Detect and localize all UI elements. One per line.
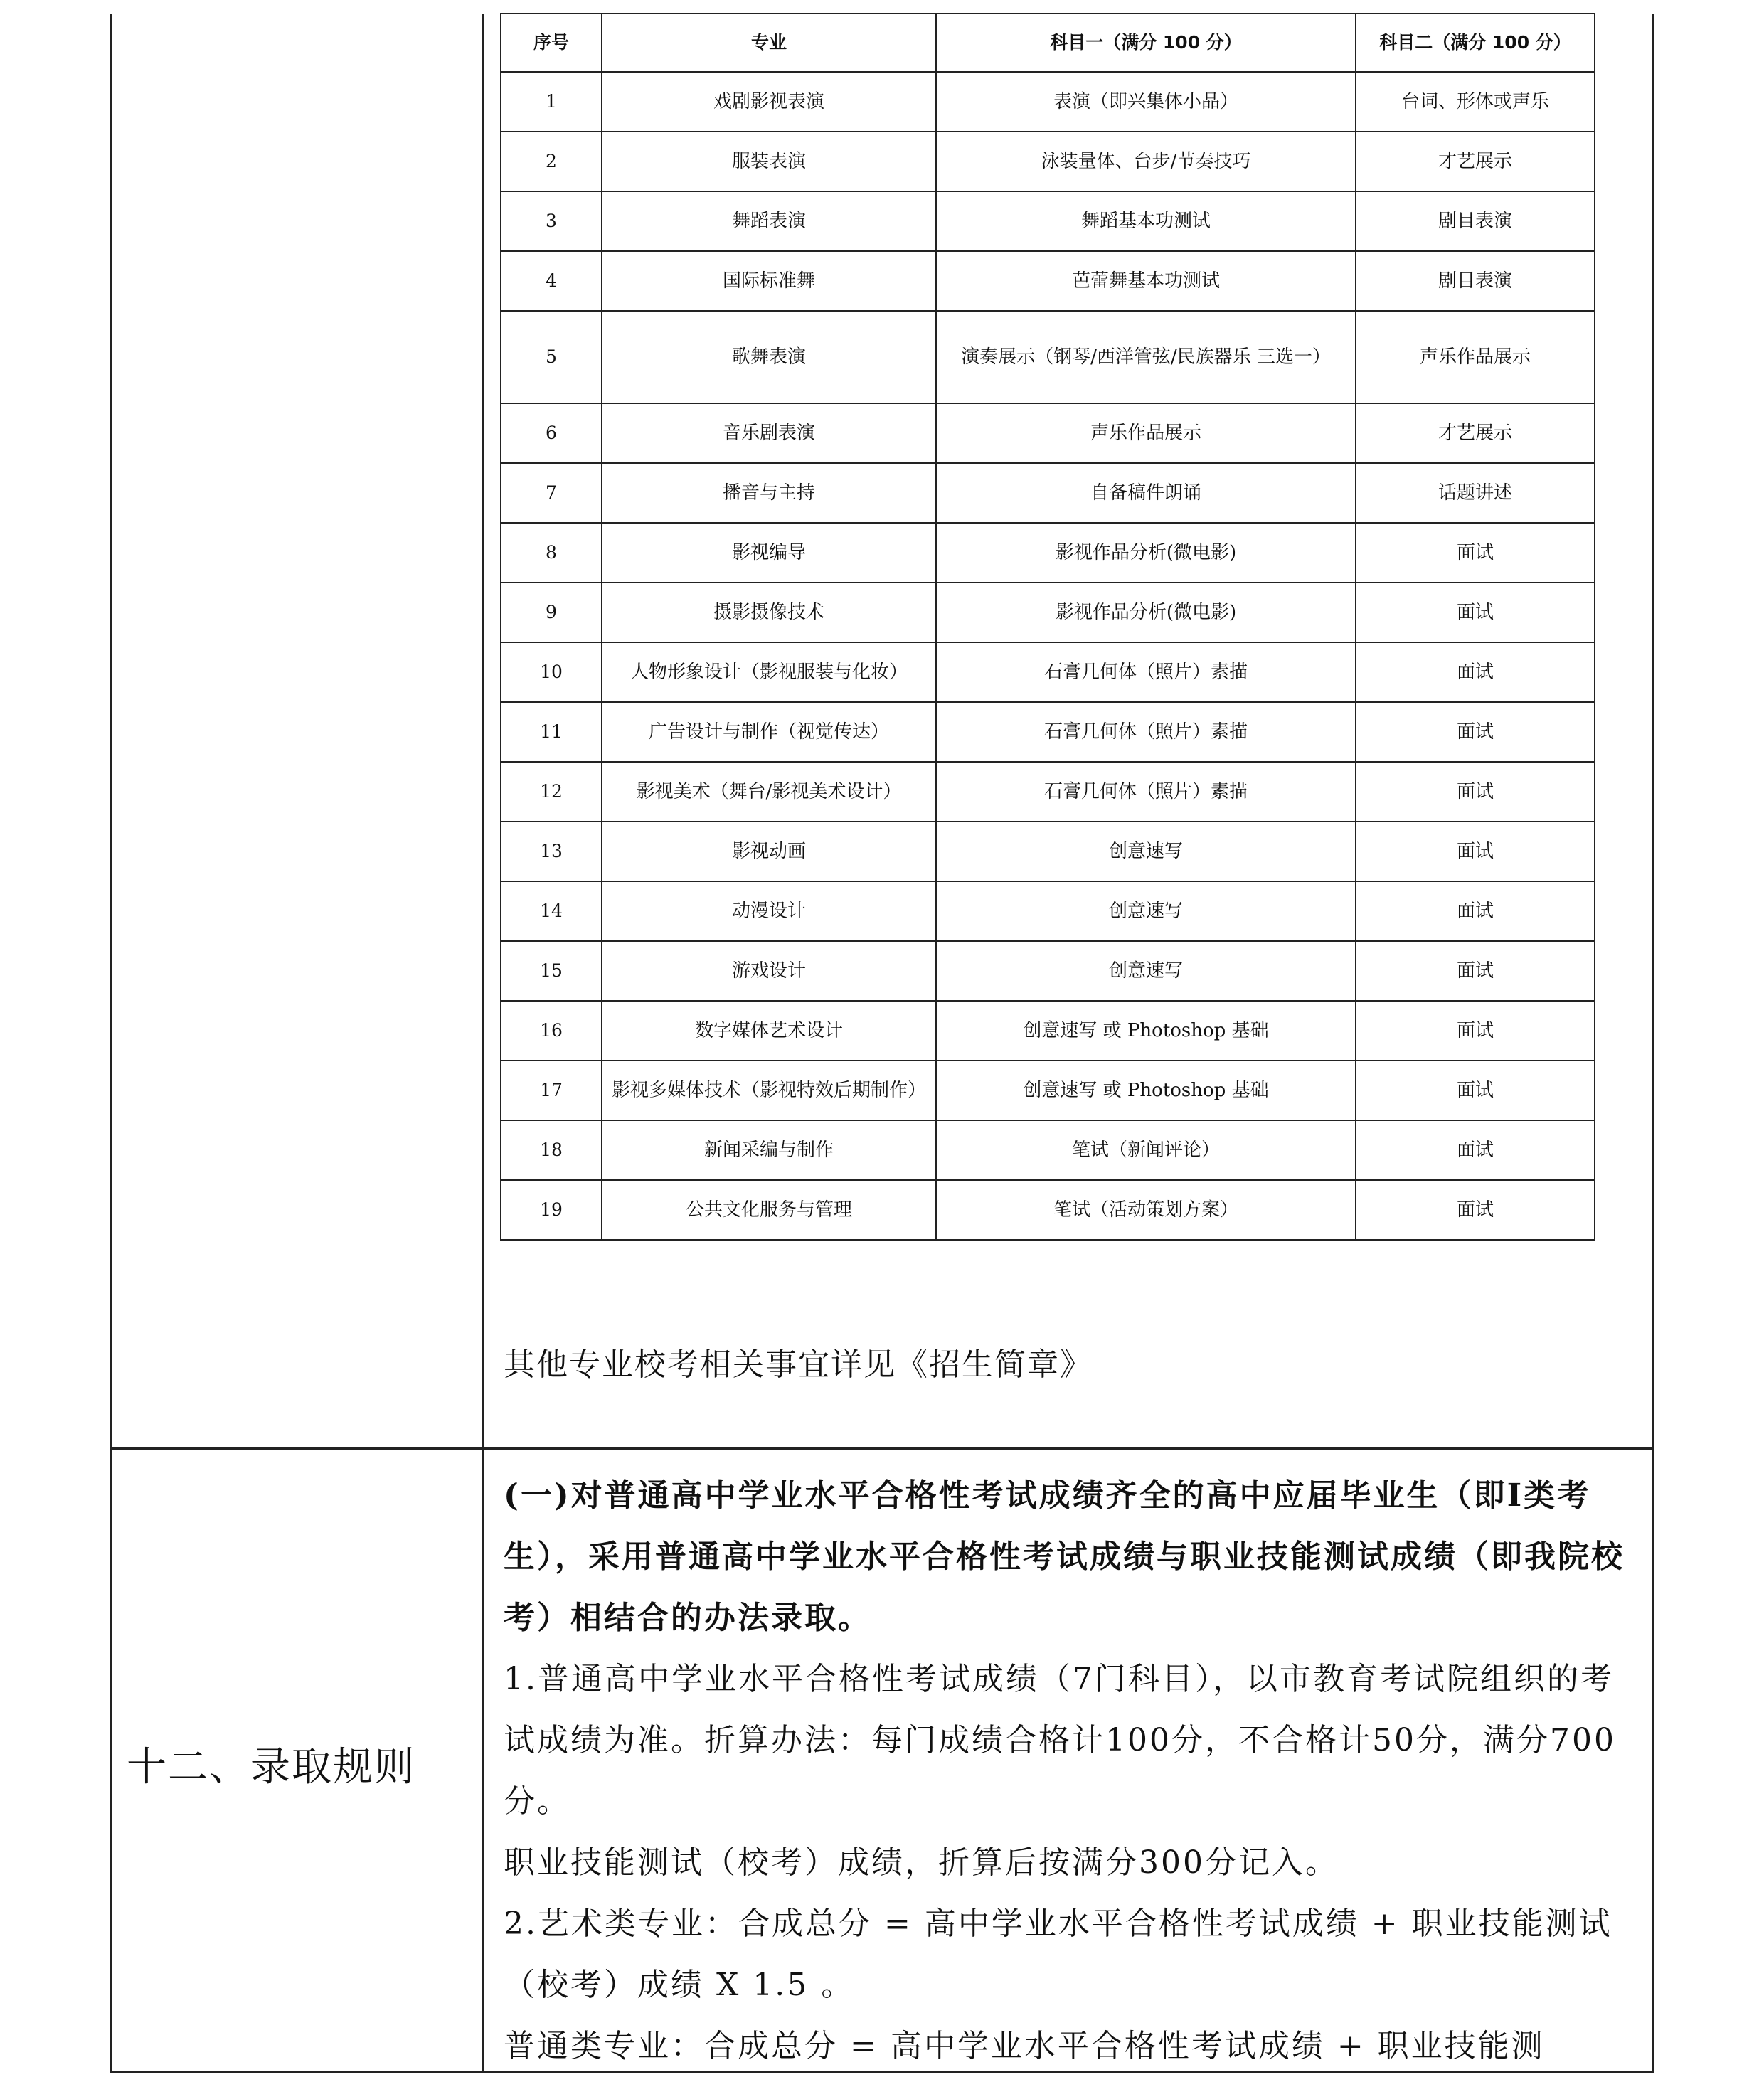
table-row	[501, 251, 1595, 311]
cell-number: 19	[501, 1180, 602, 1240]
table-row	[501, 1120, 1595, 1180]
cell-number: 7	[501, 463, 602, 523]
cell-major: 音乐剧表演	[602, 403, 936, 463]
cell-major: 摄影摄像技术	[602, 583, 936, 642]
cell-number: 6	[501, 403, 602, 463]
other-majors-note: 其他专业校考相关事宜详见《招生简章》	[504, 1346, 1093, 1383]
cell-subject2: 面试	[1356, 941, 1595, 1001]
cell-subject1: 创意速写	[936, 822, 1356, 881]
cell-major: 公共文化服务与管理	[602, 1180, 936, 1240]
header-number: 序号	[501, 14, 602, 72]
cell-subject2: 面试	[1356, 583, 1595, 642]
cell-major: 影视动画	[602, 822, 936, 881]
table-header-row	[501, 14, 1595, 72]
row-divider	[112, 1447, 1652, 1450]
cell-subject1: 泳装量体、台步/节奏技巧	[936, 132, 1356, 191]
cell-major: 影视美术（舞台/影视美术设计）	[602, 762, 936, 822]
cell-major: 数字媒体艺术设计	[602, 1001, 936, 1061]
cell-subject2: 才艺展示	[1356, 403, 1595, 463]
rules-paragraph-intro: (一)对普通高中学业水平合格性考试成绩齐全的高中应届毕业生（即Ⅰ类考生），采用普通高中学业水平合格性考试成绩与职业技能测试成绩（即我院校考）相结合的办法录取。	[504, 1477, 1625, 1636]
cell-number: 18	[501, 1120, 602, 1180]
table-row	[501, 523, 1595, 583]
cell-subject2: 面试	[1356, 762, 1595, 822]
cell-subject1: 创意速写	[936, 881, 1356, 941]
table-row	[501, 191, 1595, 251]
cell-number: 13	[501, 822, 602, 881]
exam-subjects-table	[500, 13, 1595, 1241]
cell-number: 10	[501, 642, 602, 702]
cell-subject2: 面试	[1356, 1061, 1595, 1120]
document-frame	[110, 14, 1654, 2073]
cell-number: 4	[501, 251, 602, 311]
cell-number: 3	[501, 191, 602, 251]
cell-number: 14	[501, 881, 602, 941]
cell-subject1: 笔试（新闻评论）	[936, 1120, 1356, 1180]
cell-subject1: 声乐作品展示	[936, 403, 1356, 463]
table-row	[501, 702, 1595, 762]
cell-subject1: 创意速写 或 Photoshop 基础	[936, 1001, 1356, 1061]
section-title-admission-rules: 十二、录取规则	[127, 1744, 415, 1790]
cell-number: 11	[501, 702, 602, 762]
cell-subject2: 剧目表演	[1356, 251, 1595, 311]
cell-number: 8	[501, 523, 602, 583]
table-row	[501, 311, 1595, 403]
cell-major: 舞蹈表演	[602, 191, 936, 251]
table-row	[501, 403, 1595, 463]
cell-major: 动漫设计	[602, 881, 936, 941]
cell-number: 1	[501, 72, 602, 132]
cell-subject1: 创意速写	[936, 941, 1356, 1001]
rules-paragraph-skill-test: 职业技能测试（校考）成绩，折算后按满分300分记入。	[504, 1844, 1339, 1881]
cell-subject1: 自备稿件朗诵	[936, 463, 1356, 523]
column-divider	[482, 14, 484, 2071]
cell-major: 服装表演	[602, 132, 936, 191]
header-major: 专业	[602, 14, 936, 72]
cell-major: 国际标准舞	[602, 251, 936, 311]
cell-number: 15	[501, 941, 602, 1001]
table-row	[501, 463, 1595, 523]
cell-subject1: 影视作品分析(微电影)	[936, 523, 1356, 583]
cell-subject1: 影视作品分析(微电影)	[936, 583, 1356, 642]
cell-subject2: 面试	[1356, 822, 1595, 881]
table-row	[501, 642, 1595, 702]
rules-paragraph-general: 普通类专业：合成总分 = 高中学业水平合格性考试成绩 + 职业技能测	[504, 2028, 1545, 2064]
table-row	[501, 881, 1595, 941]
cell-subject2: 面试	[1356, 642, 1595, 702]
cell-major: 人物形象设计（影视服装与化妆）	[602, 642, 936, 702]
rules-paragraph-2: 2.艺术类专业：合成总分 = 高中学业水平合格性考试成绩 + 职业技能测试（校考）成绩 X 1.5 。	[504, 1906, 1612, 2003]
table-row	[501, 1061, 1595, 1120]
cell-major: 播音与主持	[602, 463, 936, 523]
cell-number: 2	[501, 132, 602, 191]
table-row	[501, 583, 1595, 642]
cell-major: 影视编导	[602, 523, 936, 583]
cell-subject2: 面试	[1356, 702, 1595, 762]
cell-number: 9	[501, 583, 602, 642]
cell-subject1: 舞蹈基本功测试	[936, 191, 1356, 251]
cell-subject2: 面试	[1356, 1001, 1595, 1061]
table-row	[501, 1001, 1595, 1061]
cell-major: 广告设计与制作（视觉传达）	[602, 702, 936, 762]
cell-major: 歌舞表演	[602, 311, 936, 403]
cell-major: 影视多媒体技术（影视特效后期制作）	[602, 1061, 936, 1120]
cell-number: 5	[501, 311, 602, 403]
cell-subject2: 话题讲述	[1356, 463, 1595, 523]
table-row	[501, 1180, 1595, 1240]
cell-subject1: 石膏几何体（照片）素描	[936, 762, 1356, 822]
cell-major: 新闻采编与制作	[602, 1120, 936, 1180]
cell-subject2: 面试	[1356, 1120, 1595, 1180]
header-subject2: 科目二（满分 100 分）	[1356, 14, 1595, 72]
rules-paragraph-1: 1.普通高中学业水平合格性考试成绩（7门科目），以市教育考试院组织的考试成绩为准。折算办法：每门成绩合格计100分，不合格计50分，满分700分。	[504, 1661, 1616, 1820]
cell-subject1: 笔试（活动策划方案）	[936, 1180, 1356, 1240]
cell-subject1: 创意速写 或 Photoshop 基础	[936, 1061, 1356, 1120]
cell-number: 12	[501, 762, 602, 822]
cell-major: 戏剧影视表演	[602, 72, 936, 132]
cell-subject2: 面试	[1356, 523, 1595, 583]
cell-major: 游戏设计	[602, 941, 936, 1001]
cell-subject1: 石膏几何体（照片）素描	[936, 702, 1356, 762]
cell-subject2: 台词、形体或声乐	[1356, 72, 1595, 132]
cell-subject2: 面试	[1356, 881, 1595, 941]
admission-rules-text	[504, 1465, 1635, 2077]
cell-number: 17	[501, 1061, 602, 1120]
cell-subject2: 面试	[1356, 1180, 1595, 1240]
table-row	[501, 762, 1595, 822]
table-row	[501, 822, 1595, 881]
cell-subject2: 声乐作品展示	[1356, 311, 1595, 403]
table-row	[501, 132, 1595, 191]
cell-subject1: 芭蕾舞基本功测试	[936, 251, 1356, 311]
cell-subject1: 演奏展示（钢琴/西洋管弦/民族器乐 三选一）	[936, 311, 1356, 403]
header-subject1: 科目一（满分 100 分）	[936, 14, 1356, 72]
cell-subject2: 才艺展示	[1356, 132, 1595, 191]
cell-number: 16	[501, 1001, 602, 1061]
cell-subject1: 表演（即兴集体小品）	[936, 72, 1356, 132]
cell-subject2: 剧目表演	[1356, 191, 1595, 251]
table-row	[501, 941, 1595, 1001]
cell-subject1: 石膏几何体（照片）素描	[936, 642, 1356, 702]
table-row	[501, 72, 1595, 132]
